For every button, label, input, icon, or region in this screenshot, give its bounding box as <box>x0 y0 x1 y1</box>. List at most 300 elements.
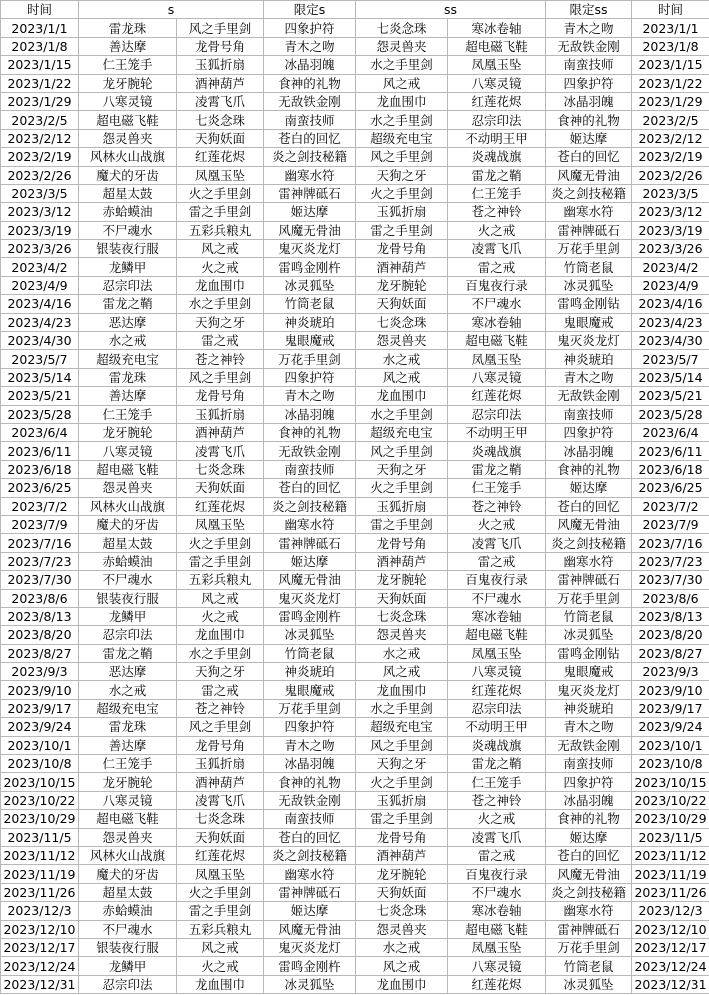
cell-s-item-2: 龙血围巾 <box>177 975 264 993</box>
cell-date-right: 2023/11/19 <box>632 865 709 883</box>
cell-s-item-1: 银装夜行服 <box>79 240 177 258</box>
cell-limited-ss: 无敌铁金刚 <box>546 37 632 55</box>
table-row <box>1 902 709 920</box>
cell-s-item-2: 凌霄飞爪 <box>177 442 264 460</box>
cell-ss-item-1: 七炎念珠 <box>356 607 448 625</box>
header-date-right: 时间 <box>632 1 709 19</box>
cell-limited-s: 竹筒老鼠 <box>264 295 356 313</box>
cell-date-left: 2023/5/21 <box>1 387 79 405</box>
cell-limited-s: 雷鸣金刚杵 <box>264 258 356 276</box>
cell-s-item-2: 五彩兵粮丸 <box>177 221 264 239</box>
cell-s-item-2: 天狗妖面 <box>177 828 264 846</box>
cell-date-right: 2023/5/28 <box>632 405 709 423</box>
cell-ss-item-2: 寒冰卷轴 <box>448 607 546 625</box>
cell-limited-s: 四象护符 <box>264 718 356 736</box>
cell-s-item-1: 银装夜行服 <box>79 589 177 607</box>
cell-date-left: 2023/12/10 <box>1 920 79 938</box>
cell-limited-ss: 炎之剑技秘籍 <box>546 883 632 901</box>
cell-ss-item-1: 怨灵兽夹 <box>356 626 448 644</box>
cell-date-left: 2023/4/30 <box>1 332 79 350</box>
table-row <box>1 865 709 883</box>
cell-s-item-1: 风林火山战旗 <box>79 497 177 515</box>
cell-limited-s: 雷鸣金刚杵 <box>264 957 356 975</box>
cell-limited-ss: 鬼眼魔戒 <box>546 663 632 681</box>
cell-s-item-1: 魔犬的牙齿 <box>79 166 177 184</box>
cell-s-item-1: 龙牙腕轮 <box>79 423 177 441</box>
cell-ss-item-1: 水之戒 <box>356 644 448 662</box>
cell-ss-item-2: 凤凰玉坠 <box>448 938 546 956</box>
table-row <box>1 589 709 607</box>
cell-limited-s: 冰晶羽魄 <box>264 56 356 74</box>
cell-limited-ss: 冰晶羽魄 <box>546 92 632 110</box>
cell-s-item-2: 雷之手里剑 <box>177 203 264 221</box>
table-row <box>1 184 709 202</box>
cell-ss-item-1: 龙牙腕轮 <box>356 276 448 294</box>
cell-limited-s: 四象护符 <box>264 19 356 37</box>
cell-ss-item-1: 水之手里剑 <box>356 405 448 423</box>
cell-s-item-1: 银装夜行服 <box>79 938 177 956</box>
cell-s-item-2: 酒神葫芦 <box>177 74 264 92</box>
cell-ss-item-2: 凤凰玉坠 <box>448 56 546 74</box>
cell-limited-ss: 姬达摩 <box>546 479 632 497</box>
table-row <box>1 810 709 828</box>
cell-limited-ss: 风魔无骨油 <box>546 865 632 883</box>
cell-ss-item-1: 风之手里剑 <box>356 442 448 460</box>
cell-date-right: 2023/4/9 <box>632 276 709 294</box>
cell-date-left: 2023/3/19 <box>1 221 79 239</box>
cell-ss-item-1: 风之手里剑 <box>356 736 448 754</box>
cell-ss-item-2: 超电磁飞鞋 <box>448 626 546 644</box>
cell-ss-item-1: 水之手里剑 <box>356 699 448 717</box>
cell-limited-s: 鬼灭炎龙灯 <box>264 938 356 956</box>
cell-limited-s: 幽寒水符 <box>264 865 356 883</box>
cell-date-left: 2023/4/2 <box>1 258 79 276</box>
cell-s-item-1: 赤蛤蟆油 <box>79 552 177 570</box>
cell-limited-s: 幽寒水符 <box>264 166 356 184</box>
cell-ss-item-2: 炎魂战旗 <box>448 148 546 166</box>
cell-date-left: 2023/11/26 <box>1 883 79 901</box>
cell-date-left: 2023/6/25 <box>1 479 79 497</box>
cell-date-left: 2023/5/7 <box>1 350 79 368</box>
cell-ss-item-1: 龙牙腕轮 <box>356 571 448 589</box>
cell-date-right: 2023/12/17 <box>632 938 709 956</box>
cell-s-item-2: 龙血围巾 <box>177 276 264 294</box>
cell-date-right: 2023/11/12 <box>632 846 709 864</box>
cell-ss-item-1: 酒神葫芦 <box>356 552 448 570</box>
table-row <box>1 258 709 276</box>
cell-date-right: 2023/10/1 <box>632 736 709 754</box>
cell-limited-s: 冰晶羽魄 <box>264 405 356 423</box>
cell-limited-ss: 万花手里剑 <box>546 938 632 956</box>
cell-date-left: 2023/6/18 <box>1 460 79 478</box>
cell-ss-item-1: 怨灵兽夹 <box>356 332 448 350</box>
cell-limited-ss: 幽寒水符 <box>546 902 632 920</box>
table-row <box>1 37 709 55</box>
cell-limited-ss: 雷鸣金刚钻 <box>546 295 632 313</box>
table-row <box>1 957 709 975</box>
table-row <box>1 607 709 625</box>
cell-date-right: 2023/3/26 <box>632 240 709 258</box>
table-row <box>1 166 709 184</box>
cell-s-item-2: 七炎念珠 <box>177 111 264 129</box>
cell-ss-item-1: 龙血围巾 <box>356 387 448 405</box>
cell-limited-ss: 幽寒水符 <box>546 552 632 570</box>
header-limited-s: 限定s <box>264 1 356 19</box>
table-row <box>1 699 709 717</box>
table-row <box>1 423 709 441</box>
cell-s-item-1: 忍宗印法 <box>79 975 177 993</box>
cell-s-item-1: 善达摩 <box>79 37 177 55</box>
cell-limited-ss: 冰晶羽魄 <box>546 791 632 809</box>
cell-s-item-2: 凌霄飞爪 <box>177 92 264 110</box>
cell-s-item-1: 魔犬的牙齿 <box>79 865 177 883</box>
cell-date-right: 2023/9/17 <box>632 699 709 717</box>
cell-ss-item-1: 玉狐折扇 <box>356 203 448 221</box>
cell-limited-s: 冰灵狐坠 <box>264 276 356 294</box>
cell-date-left: 2023/9/17 <box>1 699 79 717</box>
cell-ss-item-2: 百鬼夜行录 <box>448 571 546 589</box>
table-row <box>1 276 709 294</box>
cell-s-item-1: 龙牙腕轮 <box>79 773 177 791</box>
cell-s-item-2: 龙骨号角 <box>177 387 264 405</box>
cell-limited-s: 幽寒水符 <box>264 515 356 533</box>
table-row <box>1 368 709 386</box>
cell-ss-item-1: 雷之手里剑 <box>356 221 448 239</box>
cell-ss-item-2: 雷之戒 <box>448 258 546 276</box>
cell-limited-s: 南蛮技师 <box>264 460 356 478</box>
cell-s-item-2: 火之手里剑 <box>177 534 264 552</box>
cell-limited-ss: 雷神牌砥石 <box>546 571 632 589</box>
cell-date-left: 2023/1/29 <box>1 92 79 110</box>
cell-date-right: 2023/10/15 <box>632 773 709 791</box>
table-row <box>1 295 709 313</box>
cell-s-item-1: 超电磁飞鞋 <box>79 111 177 129</box>
cell-limited-s: 神炎琥珀 <box>264 663 356 681</box>
cell-ss-item-2: 八寒灵镜 <box>448 368 546 386</box>
cell-ss-item-1: 酒神葫芦 <box>356 846 448 864</box>
cell-limited-s: 苍白的回忆 <box>264 129 356 147</box>
cell-s-item-1: 赤蛤蟆油 <box>79 902 177 920</box>
cell-limited-s: 青木之吻 <box>264 387 356 405</box>
cell-limited-s: 雷神牌砥石 <box>264 184 356 202</box>
cell-ss-item-2: 八寒灵镜 <box>448 74 546 92</box>
cell-date-left: 2023/7/30 <box>1 571 79 589</box>
table-row <box>1 791 709 809</box>
cell-s-item-2: 天狗之牙 <box>177 313 264 331</box>
header-s: s <box>79 1 264 19</box>
header-limited-ss: 限定ss <box>546 1 632 19</box>
cell-s-item-2: 凤凰玉坠 <box>177 865 264 883</box>
cell-s-item-1: 雷龙之鞘 <box>79 295 177 313</box>
cell-date-right: 2023/10/22 <box>632 791 709 809</box>
cell-s-item-1: 怨灵兽夹 <box>79 828 177 846</box>
cell-ss-item-1: 七炎念珠 <box>356 902 448 920</box>
table-row <box>1 736 709 754</box>
cell-s-item-2: 雷之戒 <box>177 332 264 350</box>
cell-s-item-2: 雷之手里剑 <box>177 552 264 570</box>
table-row <box>1 332 709 350</box>
cell-s-item-2: 凌霄飞爪 <box>177 791 264 809</box>
cell-s-item-1: 风林火山战旗 <box>79 148 177 166</box>
cell-s-item-2: 苍之神铃 <box>177 350 264 368</box>
cell-s-item-1: 怨灵兽夹 <box>79 479 177 497</box>
cell-s-item-1: 龙鳞甲 <box>79 607 177 625</box>
cell-ss-item-1: 龙骨号角 <box>356 240 448 258</box>
cell-date-left: 2023/6/4 <box>1 423 79 441</box>
cell-s-item-1: 怨灵兽夹 <box>79 129 177 147</box>
cell-limited-ss: 四象护符 <box>546 423 632 441</box>
table-row <box>1 663 709 681</box>
cell-date-right: 2023/8/27 <box>632 644 709 662</box>
cell-limited-ss: 幽寒水符 <box>546 203 632 221</box>
cell-ss-item-1: 龙牙腕轮 <box>356 865 448 883</box>
cell-limited-s: 万花手里剑 <box>264 350 356 368</box>
cell-s-item-2: 火之戒 <box>177 607 264 625</box>
cell-s-item-1: 魔犬的牙齿 <box>79 515 177 533</box>
cell-limited-ss: 风魔无骨油 <box>546 166 632 184</box>
cell-ss-item-1: 水之手里剑 <box>356 56 448 74</box>
cell-ss-item-2: 百鬼夜行录 <box>448 865 546 883</box>
cell-limited-ss: 神炎琥珀 <box>546 699 632 717</box>
cell-date-right: 2023/2/5 <box>632 111 709 129</box>
cell-s-item-2: 五彩兵粮丸 <box>177 920 264 938</box>
cell-date-right: 2023/5/21 <box>632 387 709 405</box>
cell-date-right: 2023/3/5 <box>632 184 709 202</box>
cell-s-item-2: 雷之戒 <box>177 681 264 699</box>
cell-s-item-1: 赤蛤蟆油 <box>79 203 177 221</box>
cell-ss-item-2: 超电磁飞鞋 <box>448 920 546 938</box>
cell-limited-ss: 食神的礼物 <box>546 460 632 478</box>
cell-date-left: 2023/9/24 <box>1 718 79 736</box>
cell-limited-s: 冰灵狐坠 <box>264 975 356 993</box>
cell-ss-item-1: 七炎念珠 <box>356 313 448 331</box>
cell-limited-s: 青木之吻 <box>264 736 356 754</box>
table-row <box>1 718 709 736</box>
cell-limited-ss: 竹筒老鼠 <box>546 957 632 975</box>
cell-ss-item-2: 火之戒 <box>448 515 546 533</box>
cell-ss-item-2: 忍宗印法 <box>448 405 546 423</box>
cell-limited-s: 南蛮技师 <box>264 111 356 129</box>
table-row <box>1 552 709 570</box>
table-row <box>1 846 709 864</box>
cell-date-left: 2023/4/9 <box>1 276 79 294</box>
cell-s-item-2: 风之戒 <box>177 938 264 956</box>
cell-ss-item-2: 百鬼夜行录 <box>448 276 546 294</box>
cell-s-item-1: 善达摩 <box>79 387 177 405</box>
table-row <box>1 515 709 533</box>
cell-date-left: 2023/8/13 <box>1 607 79 625</box>
cell-s-item-2: 五彩兵粮丸 <box>177 571 264 589</box>
cell-date-right: 2023/9/24 <box>632 718 709 736</box>
cell-limited-s: 风魔无骨油 <box>264 571 356 589</box>
cell-limited-ss: 姬达摩 <box>546 828 632 846</box>
cell-ss-item-2: 炎魂战旗 <box>448 442 546 460</box>
cell-date-left: 2023/12/31 <box>1 975 79 993</box>
cell-date-right: 2023/1/29 <box>632 92 709 110</box>
cell-limited-ss: 青木之吻 <box>546 19 632 37</box>
cell-ss-item-1: 火之手里剑 <box>356 479 448 497</box>
cell-s-item-2: 苍之神铃 <box>177 699 264 717</box>
cell-ss-item-1: 玉狐折扇 <box>356 497 448 515</box>
cell-s-item-2: 风之手里剑 <box>177 368 264 386</box>
cell-date-left: 2023/12/24 <box>1 957 79 975</box>
cell-date-left: 2023/10/22 <box>1 791 79 809</box>
cell-limited-ss: 神炎琥珀 <box>546 350 632 368</box>
cell-date-left: 2023/1/22 <box>1 74 79 92</box>
cell-s-item-2: 天狗妖面 <box>177 129 264 147</box>
cell-limited-ss: 食神的礼物 <box>546 810 632 828</box>
cell-ss-item-2: 不动明王甲 <box>448 423 546 441</box>
cell-limited-s: 雷鸣金刚杵 <box>264 607 356 625</box>
cell-s-item-2: 火之手里剑 <box>177 184 264 202</box>
cell-date-right: 2023/10/8 <box>632 755 709 773</box>
cell-ss-item-1: 风之戒 <box>356 663 448 681</box>
cell-s-item-2: 红莲花烬 <box>177 846 264 864</box>
cell-ss-item-2: 雷龙之鞘 <box>448 166 546 184</box>
cell-date-left: 2023/12/3 <box>1 902 79 920</box>
cell-limited-ss: 鬼灭炎龙灯 <box>546 681 632 699</box>
cell-s-item-1: 恶达摩 <box>79 663 177 681</box>
cell-date-right: 2023/11/26 <box>632 883 709 901</box>
cell-ss-item-2: 凤凰玉坠 <box>448 350 546 368</box>
cell-date-left: 2023/1/8 <box>1 37 79 55</box>
cell-ss-item-2: 凌霄飞爪 <box>448 828 546 846</box>
cell-ss-item-1: 水之戒 <box>356 938 448 956</box>
cell-s-item-2: 玉狐折扇 <box>177 755 264 773</box>
cell-ss-item-2: 雷之戒 <box>448 552 546 570</box>
table-row <box>1 240 709 258</box>
cell-ss-item-2: 不尸魂水 <box>448 295 546 313</box>
cell-limited-s: 苍白的回忆 <box>264 828 356 846</box>
cell-date-right: 2023/7/2 <box>632 497 709 515</box>
cell-s-item-2: 火之戒 <box>177 957 264 975</box>
cell-ss-item-2: 寒冰卷轴 <box>448 902 546 920</box>
cell-date-left: 2023/11/12 <box>1 846 79 864</box>
cell-date-right: 2023/9/10 <box>632 681 709 699</box>
cell-ss-item-2: 不尸魂水 <box>448 589 546 607</box>
cell-date-left: 2023/12/17 <box>1 938 79 956</box>
cell-s-item-2: 凤凰玉坠 <box>177 515 264 533</box>
cell-limited-s: 神炎琥珀 <box>264 313 356 331</box>
cell-s-item-2: 水之手里剑 <box>177 295 264 313</box>
cell-limited-s: 万花手里剑 <box>264 699 356 717</box>
cell-date-right: 2023/3/19 <box>632 221 709 239</box>
cell-limited-ss: 万花手里剑 <box>546 240 632 258</box>
cell-date-left: 2023/8/20 <box>1 626 79 644</box>
cell-limited-ss: 竹筒老鼠 <box>546 258 632 276</box>
cell-date-right: 2023/4/30 <box>632 332 709 350</box>
cell-limited-s: 南蛮技师 <box>264 810 356 828</box>
header-date-left: 时间 <box>1 1 79 19</box>
cell-limited-ss: 万花手里剑 <box>546 589 632 607</box>
cell-ss-item-1: 火之手里剑 <box>356 184 448 202</box>
cell-ss-item-2: 忍宗印法 <box>448 111 546 129</box>
cell-s-item-1: 忍宗印法 <box>79 626 177 644</box>
cell-ss-item-2: 不动明王甲 <box>448 718 546 736</box>
cell-date-right: 2023/12/3 <box>632 902 709 920</box>
cell-ss-item-2: 雷之戒 <box>448 846 546 864</box>
cell-date-right: 2023/1/8 <box>632 37 709 55</box>
cell-ss-item-1: 天狗妖面 <box>356 589 448 607</box>
cell-date-right: 2023/3/12 <box>632 203 709 221</box>
cell-date-left: 2023/7/2 <box>1 497 79 515</box>
table-row <box>1 92 709 110</box>
cell-limited-ss: 无敌铁金刚 <box>546 387 632 405</box>
cell-date-right: 2023/6/25 <box>632 479 709 497</box>
cell-s-item-1: 仁王笼手 <box>79 405 177 423</box>
cell-ss-item-2: 红莲花烬 <box>448 975 546 993</box>
cell-date-right: 2023/12/10 <box>632 920 709 938</box>
cell-s-item-2: 玉狐折扇 <box>177 56 264 74</box>
cell-s-item-1: 超星太鼓 <box>79 534 177 552</box>
cell-ss-item-1: 天狗之牙 <box>356 166 448 184</box>
cell-s-item-1: 龙牙腕轮 <box>79 74 177 92</box>
cell-date-left: 2023/6/11 <box>1 442 79 460</box>
cell-s-item-1: 龙鳞甲 <box>79 957 177 975</box>
cell-date-left: 2023/2/5 <box>1 111 79 129</box>
cell-ss-item-2: 寒冰卷轴 <box>448 313 546 331</box>
cell-date-right: 2023/10/29 <box>632 810 709 828</box>
cell-ss-item-1: 雷之手里剑 <box>356 810 448 828</box>
cell-limited-s: 食神的礼物 <box>264 423 356 441</box>
table-row <box>1 883 709 901</box>
cell-s-item-2: 凤凰玉坠 <box>177 166 264 184</box>
cell-limited-s: 炎之剑技秘籍 <box>264 846 356 864</box>
cell-limited-s: 炎之剑技秘籍 <box>264 148 356 166</box>
cell-limited-s: 鬼灭炎龙灯 <box>264 240 356 258</box>
cell-s-item-1: 超电磁飞鞋 <box>79 810 177 828</box>
cell-date-right: 2023/1/1 <box>632 19 709 37</box>
cell-date-right: 2023/7/16 <box>632 534 709 552</box>
cell-limited-ss: 炎之剑技秘籍 <box>546 184 632 202</box>
cell-date-left: 2023/2/26 <box>1 166 79 184</box>
table-row <box>1 681 709 699</box>
cell-limited-s: 鬼灭炎龙灯 <box>264 589 356 607</box>
cell-s-item-1: 八寒灵镜 <box>79 442 177 460</box>
cell-ss-item-2: 不尸魂水 <box>448 883 546 901</box>
cell-ss-item-1: 水之戒 <box>356 350 448 368</box>
cell-ss-item-1: 玉狐折扇 <box>356 791 448 809</box>
cell-s-item-1: 不尸魂水 <box>79 221 177 239</box>
cell-s-item-1: 超级充电宝 <box>79 699 177 717</box>
cell-s-item-2: 七炎念珠 <box>177 460 264 478</box>
table-row <box>1 313 709 331</box>
cell-ss-item-2: 红莲花烬 <box>448 681 546 699</box>
cell-date-left: 2023/9/3 <box>1 663 79 681</box>
cell-limited-s: 苍白的回忆 <box>264 479 356 497</box>
cell-limited-s: 鬼眼魔戒 <box>264 681 356 699</box>
table-row <box>1 975 709 993</box>
cell-date-right: 2023/2/19 <box>632 148 709 166</box>
cell-limited-ss: 风魔无骨油 <box>546 515 632 533</box>
cell-s-item-2: 玉狐折扇 <box>177 405 264 423</box>
cell-ss-item-1: 龙血围巾 <box>356 975 448 993</box>
cell-date-right: 2023/11/5 <box>632 828 709 846</box>
cell-ss-item-1: 雷之手里剑 <box>356 515 448 533</box>
cell-ss-item-2: 寒冰卷轴 <box>448 19 546 37</box>
cell-limited-ss: 四象护符 <box>546 773 632 791</box>
cell-ss-item-2: 雷龙之鞘 <box>448 755 546 773</box>
cell-date-left: 2023/4/23 <box>1 313 79 331</box>
cell-s-item-2: 风之手里剑 <box>177 19 264 37</box>
cell-s-item-2: 酒神葫芦 <box>177 423 264 441</box>
cell-limited-s: 雷神牌砥石 <box>264 534 356 552</box>
cell-limited-s: 风魔无骨油 <box>264 920 356 938</box>
cell-limited-s: 雷神牌砥石 <box>264 883 356 901</box>
table-row <box>1 828 709 846</box>
cell-ss-item-1: 怨灵兽夹 <box>356 37 448 55</box>
cell-ss-item-2: 雷龙之鞘 <box>448 460 546 478</box>
